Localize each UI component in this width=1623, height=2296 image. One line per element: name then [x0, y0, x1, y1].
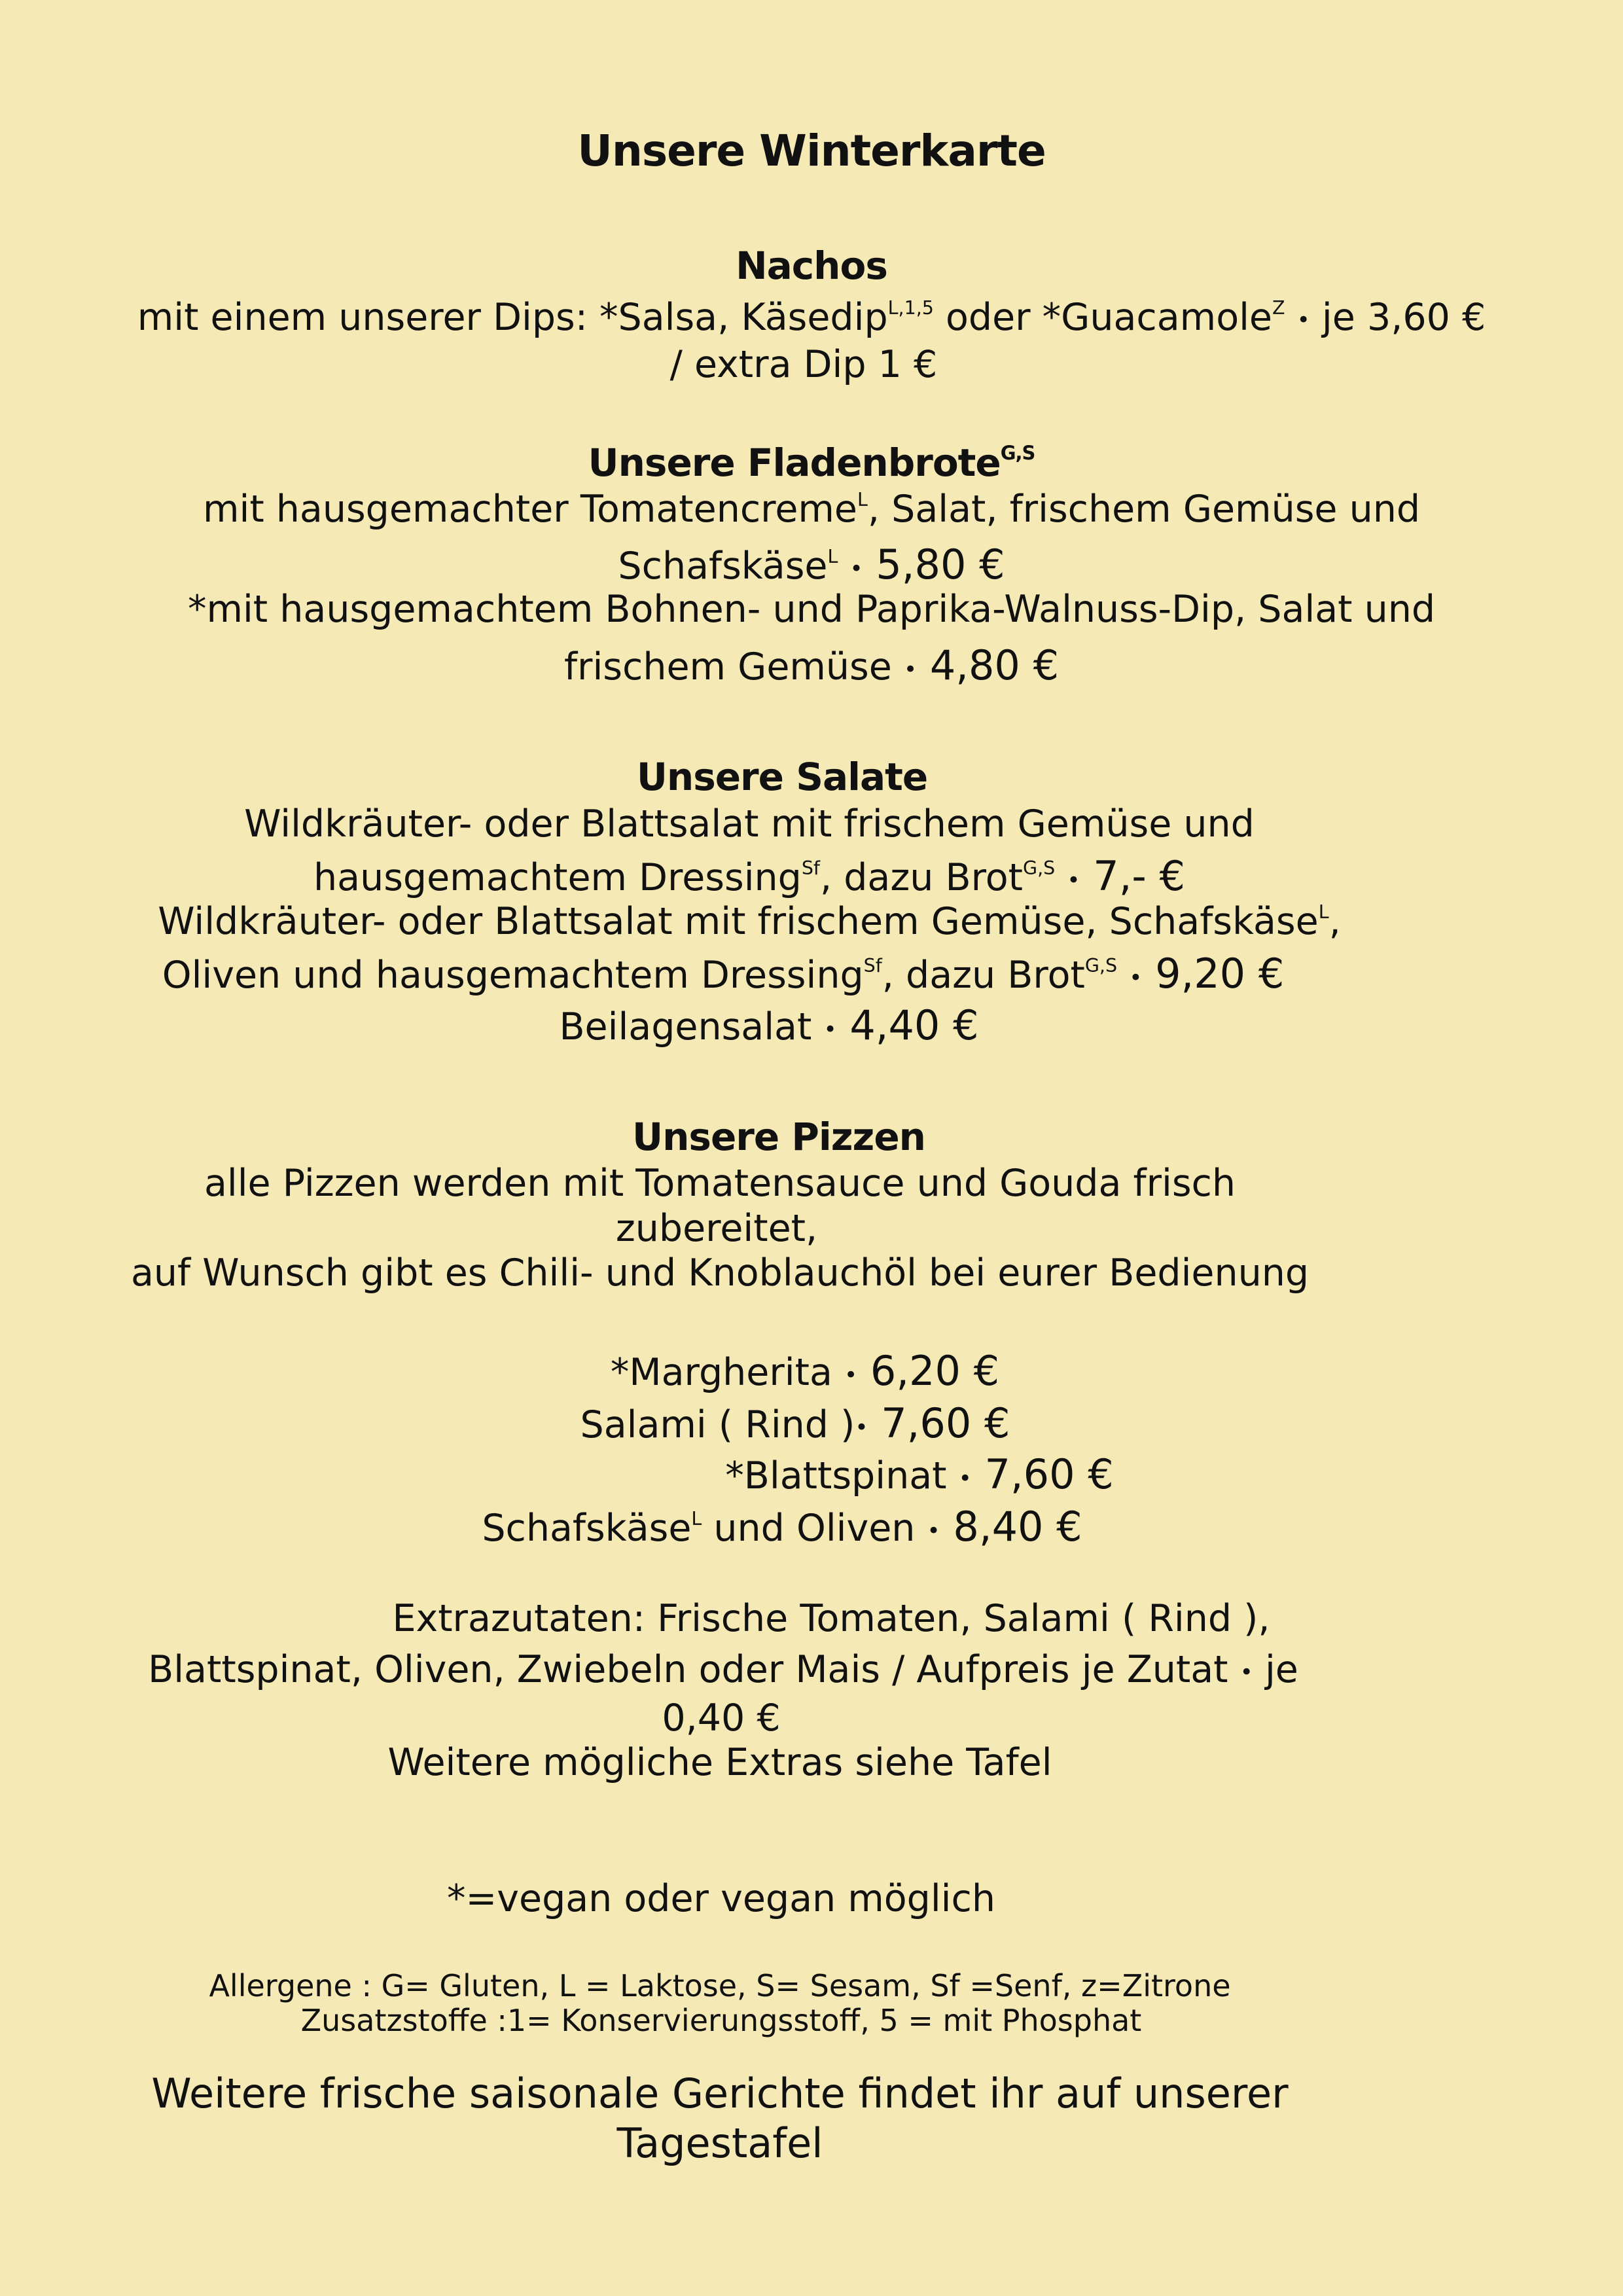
vegan-note: *=vegan oder vegan möglich: [447, 1877, 995, 1920]
fladen-line-1: mit hausgemachter Tomatencreme$^L$, Salat, frischem Gemüse und: [202, 488, 1421, 531]
pizzen-intro-1: alle Pizzen werden mit Tomatensauce und Gouda frisch: [204, 1162, 1236, 1205]
extras-line-4: Weitere mögliche Extras siehe Tafel: [387, 1741, 1052, 1784]
salate-line-4: Oliven und hausgemachtem Dressing$^{Sf}$, dazu Brot$^{G,S}$ • 9,20 €: [162, 950, 1285, 997]
section-heading-pizzen: Unsere Pizzen: [632, 1115, 925, 1159]
fladen-line-4: frischem Gemüse • 4,80 €: [563, 641, 1060, 689]
salate-line-1: Wildkräuter- oder Blattsalat mit frischem Gemüse und: [244, 802, 1255, 846]
pizzen-intro-2: zubereitet,: [615, 1207, 818, 1250]
section-heading-salate: Unsere Salate: [636, 755, 928, 799]
salate-line-2: hausgemachtem Dressing$^{Sf}$, dazu Brot$^{G,S}$ • 7,- €: [313, 852, 1185, 900]
salate-line-5: Beilagensalat • 4,40 €: [559, 1001, 979, 1049]
fladen-line-2: Schafskäse$^L$ • 5,80 €: [618, 541, 1005, 588]
salate-line-3: Wildkräuter- oder Blattsalat mit frischem Gemüse, Schafskäse$^L$,: [158, 900, 1341, 943]
extras-line-2: Blattspinat, Oliven, Zwiebeln oder Mais / Aufpreis je Zutat • je: [148, 1648, 1298, 1691]
extras-line-3: 0,40 €: [662, 1696, 781, 1740]
pizza-item-blattspinat: *Blattspinat • 7,60 €: [725, 1450, 1114, 1498]
extras-line-1: Extrazutaten: Frische Tomaten, Salami ( Rind ),: [392, 1597, 1270, 1640]
pizza-item-salami: Salami ( Rind )• 7,60 €: [580, 1399, 1010, 1447]
pizzen-intro-3: auf Wunsch gibt es Chili- und Knoblauchöl bei eurer Bedienung: [130, 1251, 1310, 1295]
allergene-note: Allergene : G= Gluten, L = Laktose, S= Sesam, Sf =Senf, z=Zitrone: [209, 1968, 1231, 2003]
pizza-item-schafskaese: Schafskäse$^L$ und Oliven • 8,40 €: [482, 1503, 1082, 1551]
section-heading-fladenbrote: Unsere Fladenbrote$^{G,S}$: [588, 440, 1035, 485]
footer-line-1: Weitere frische saisonale Gerichte findet ihr auf unserer: [151, 2070, 1289, 2117]
pizza-item-margherita: *Margherita • 6,20 €: [610, 1347, 1000, 1395]
page-title: Unsere Winterkarte: [577, 126, 1046, 176]
nachos-line-2: / extra Dip 1 €: [669, 343, 938, 386]
nachos-line-1: mit einem unserer Dips: *Salsa, Käsedip$^{L,1,5}$ oder *Guacamole$^Z$ • je 3,60 €: [137, 296, 1486, 339]
zusatzstoffe-note: Zusatzstoffe :1= Konservierungsstoff, 5 = mit Phosphat: [300, 2003, 1142, 2038]
section-heading-nachos: Nachos: [736, 243, 887, 288]
footer-line-2: Tagestafel: [616, 2119, 823, 2167]
fladen-line-3: *mit hausgemachtem Bohnen- und Paprika-Walnuss-Dip, Salat und: [187, 588, 1436, 631]
